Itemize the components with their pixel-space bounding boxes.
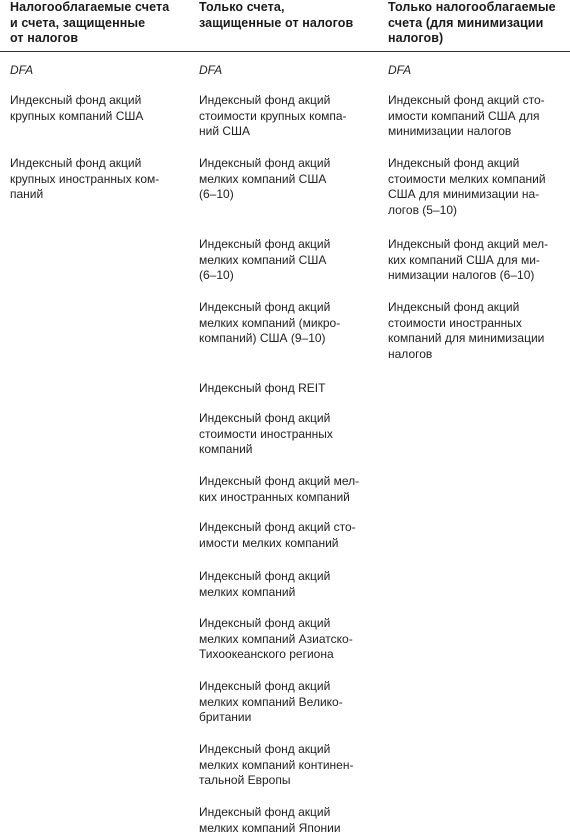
header-taxable-and-protected: Налогооблагаемые счета и счета, защищенные от налогов [10, 0, 170, 45]
col3-item: Индексный фонд акций мел- ких компаний США для ми- нимизации налогов (6–10) [388, 237, 549, 283]
col2-item: Индексный фонд акций мел- ких иностранных компаний [199, 474, 360, 504]
col2-item: Индексный фонд акций мелких компаний континен- тальной Европы [199, 742, 354, 788]
col3-item: Индексный фонд акций стоимости иностранных компаний для минимизации налогов [388, 300, 545, 361]
col1-item: Индексный фонд акций крупных иностранных ком- паний [10, 156, 160, 202]
header-taxable-only: Только налогооблагаемые счета (для минимизации налогов) [388, 0, 556, 45]
col2-item: Индексный фонд акций стоимости крупных компа- ний США [199, 93, 347, 139]
col3-provider: DFA [388, 63, 412, 77]
col2-item: Индексный фонд акций мелких компаний США (6–10) [199, 237, 331, 283]
col2-item: Индексный фонд акций стоимости иностранных компаний [199, 411, 333, 457]
table-header [0, 0, 570, 52]
col2-item: Индексный фонд акций мелких компаний [199, 569, 331, 599]
header-protected-only: Только счета, защищенные от налогов [199, 0, 354, 30]
col2-item: Индексный фонд акций мелких компаний Велико- британии [199, 679, 343, 725]
col1-provider: DFA [10, 63, 34, 77]
col1-item: Индексный фонд акций крупных компаний США [10, 93, 144, 123]
col2-item: Индексный фонд REIT [199, 381, 326, 395]
col2-item: Индексный фонд акций мелких компаний Японии [199, 805, 341, 835]
col2-item: Индексный фонд акций мелких компаний США (6–10) [199, 156, 331, 202]
col2-item: Индексный фонд акций сто- имости мелких компаний [199, 520, 356, 550]
col2-item: Индексный фонд акций мелких компаний (микро- компаний) США (9–10) [199, 300, 341, 346]
col3-item: Индексный фонд акций сто- имости компаний США для минимизации налогов [388, 93, 545, 139]
col3-item: Индексный фонд акций стоимости мелких компаний США для минимизации на- логов (5–10) [388, 156, 546, 217]
col2-item: Индексный фонд акций мелких компаний Азиатско- Тихоокеанского региона [199, 616, 353, 662]
col2-provider: DFA [199, 63, 223, 77]
